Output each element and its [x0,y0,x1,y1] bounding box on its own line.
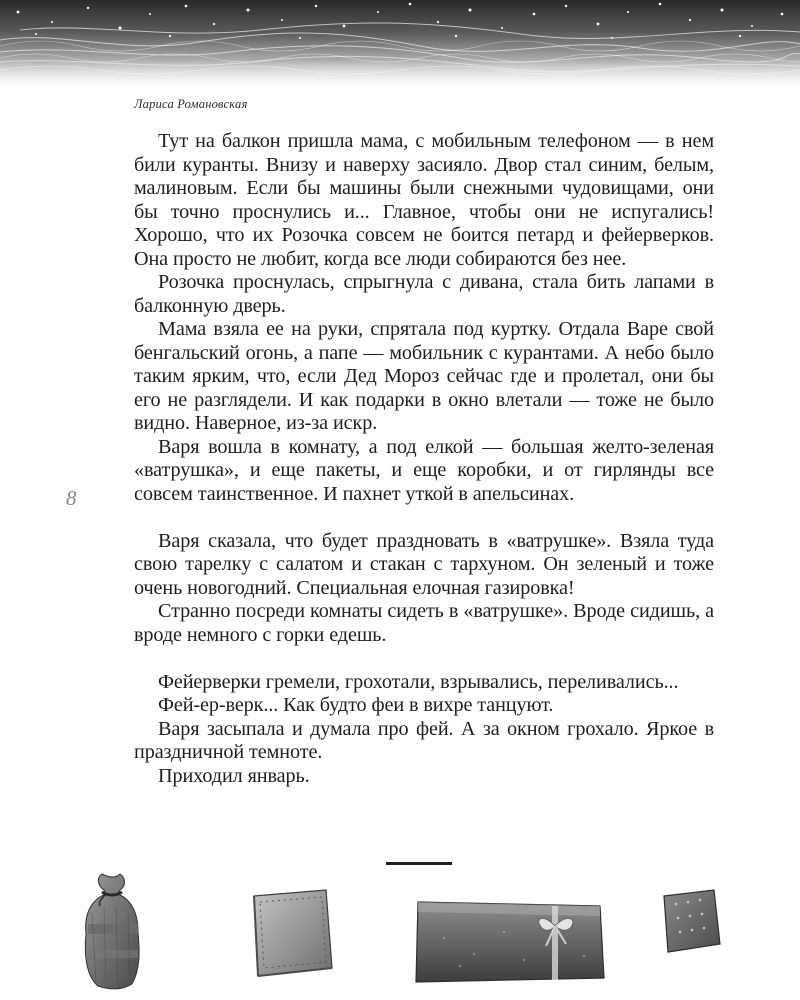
paragraph: Приходил январь. [158,764,310,787]
running-header-author: Лариса Романовская [134,97,248,111]
snowy-sky-banner [0,0,800,92]
paragraph: Мама взяла ее на руки, спрятала под куртку. Отдала Варе свой бенгальский огонь, а папе — мобильник с курантами. А небо было таким ярким, что, если Дед Мороз сейчас где и пролетал, они бы его не разглядели. И как подарки в окно влетали — тоже не было видно. Наверное, из-за искр. [134,318,714,434]
gift-sack-icon [76,872,146,992]
paragraph: Варя сказала, что будет праздновать в «ватрушке». Взяла туда свою тарелку с салатом и стакан с тархуном. Он зеленый и тоже очень новогодний. Специальная елочная газировка! [134,529,714,599]
paragraph: Тут на балкон пришла мама, с мобильным телефоном — в нем били куранты. Внизу и наверху засияло. Двор стал синим, белым, малиновым. Если бы машины были снежными чудовищами, они бы точно проснулись и... Главное, чтобы они не испугались! Хорошо, что их Розочка совсем не боится петард и фейерверков. Она просто не любит, когда все люди собираются без нее. [134,130,714,270]
long-gift-box-icon [414,898,606,986]
paragraph: Странно посреди комнаты сидеть в «ватрушке». Вроде сидишь, а вроде немного с горки едешь. [134,600,714,646]
gift-box-icon [248,886,338,982]
gift-illustrations [0,866,800,1000]
paragraph: Розочка проснулась, спрыгнула с дивана, стала бить лапами в балконную дверь. [134,271,714,317]
paragraph: Фей-ер-верк... Как будто феи в вихре танцуют. [158,694,554,716]
body-text [134,130,714,788]
page-number: 8 [66,486,77,510]
paragraph: Фейерверки гремели, грохотали, взрывались, переливались... [158,670,679,693]
paragraph: Варя вошла в комнату, а под елкой — большая желто-зеленая «ватрушка», и еще пакеты, и еще коробки, и от гирлянды все совсем таинственное. И пахнет уткой в апельсинах. [134,435,714,505]
paragraph: Варя засыпала и думала про фей. А за окном грохало. Яркое в праздничной темноте. [134,717,714,763]
section-gap [134,506,714,530]
chapter-end-rule [386,862,452,865]
small-gift-box-icon [660,888,724,958]
section-gap [134,647,714,671]
